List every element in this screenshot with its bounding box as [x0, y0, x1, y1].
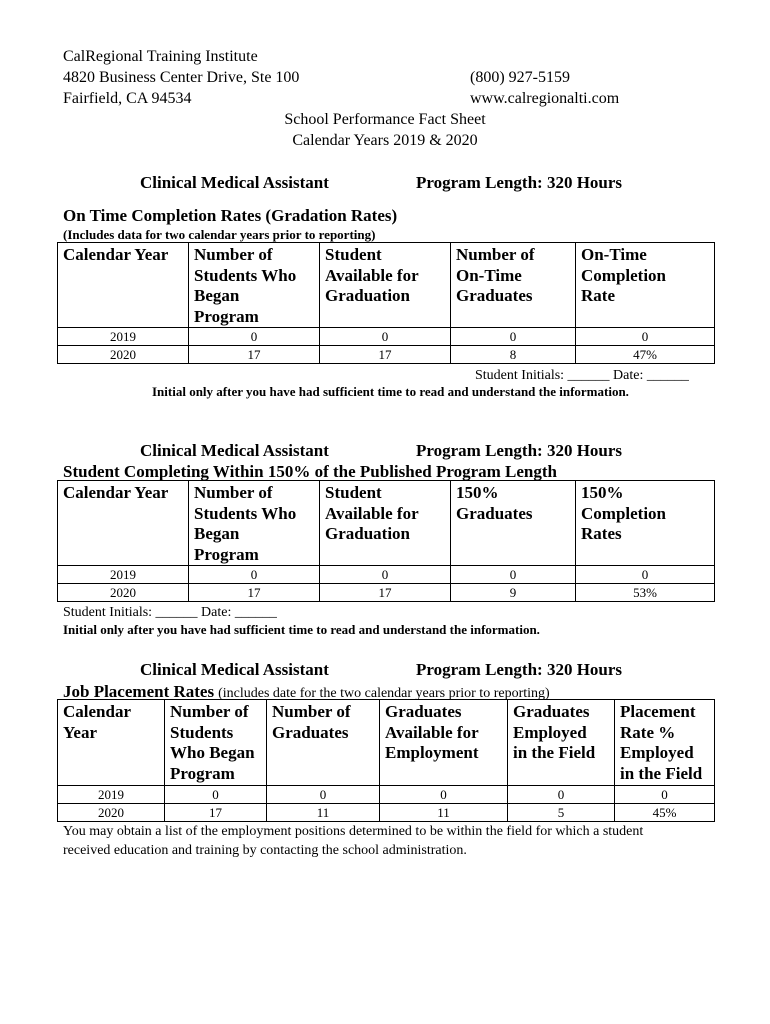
table-row: [58, 804, 715, 822]
website: www.calregionalti.com: [470, 90, 620, 107]
table-header-row: [58, 243, 715, 328]
cell-available: 0: [320, 328, 451, 346]
cell-graduates: 0: [451, 328, 576, 346]
table-row: [58, 328, 715, 346]
cell-graduates: 8: [451, 346, 576, 364]
cell-students-began: 0: [165, 786, 267, 804]
cell-rate: 0: [615, 786, 715, 804]
on-time-completion-table: [57, 242, 715, 364]
cell-rate: 0: [576, 328, 715, 346]
cell-rate: 0: [576, 566, 715, 584]
initial-instruction: Initial only after you have had sufficient time to read and understand the information.: [152, 384, 629, 399]
header-available-employment: Graduates Available for Employment: [380, 700, 508, 786]
cell-students-began: 0: [189, 566, 320, 584]
program-name: Clinical Medical Assistant: [140, 660, 329, 679]
section-title: On Time Completion Rates (Gradation Rates): [63, 206, 398, 225]
header-number-graduates: Number of Graduates: [267, 700, 380, 786]
cell-rate: 53%: [576, 584, 715, 602]
completion-150-table: [57, 480, 715, 602]
table-header-row: [58, 481, 715, 566]
cell-available: 17: [320, 346, 451, 364]
cell-graduates: 0: [451, 566, 576, 584]
section-title: Job Placement Rates: [63, 682, 215, 701]
cell-students-began: 17: [189, 346, 320, 364]
cell-year: 2019: [58, 786, 165, 804]
header-available-graduation: Student Available for Graduation: [320, 481, 451, 566]
table-header-row: [58, 700, 715, 786]
table-row: [58, 786, 715, 804]
cell-year: 2019: [58, 328, 189, 346]
header-calendar-year: Calendar Year: [58, 481, 189, 566]
program-length: Program Length: 320 Hours: [416, 441, 623, 460]
section-title: Student Completing Within 150% of the Published Program Length: [63, 462, 558, 481]
cell-rate: 45%: [615, 804, 715, 822]
footer-note-line-2: received education and training by contacting the school administration.: [63, 843, 467, 858]
cell-year: 2019: [58, 566, 189, 584]
header-calendar-year: Calendar Year: [58, 243, 189, 328]
cell-available: 17: [320, 584, 451, 602]
header-completion-rate: On-Time Completion Rate: [576, 243, 715, 328]
table-row: [58, 584, 715, 602]
header-150-completion-rates: 150% Completion Rates: [576, 481, 715, 566]
initial-instruction: Initial only after you have had sufficient time to read and understand the information.: [63, 622, 540, 637]
section-title-note: (includes date for the two calendar years prior to reporting): [218, 686, 550, 701]
table-row: [58, 566, 715, 584]
student-initials-line: Student Initials: ______ Date: ______: [63, 605, 277, 620]
cell-available-employment: 0: [380, 786, 508, 804]
cell-students-began: 17: [165, 804, 267, 822]
job-placement-table: [57, 699, 715, 822]
cell-rate: 47%: [576, 346, 715, 364]
cell-graduates: 9: [451, 584, 576, 602]
program-length: Program Length: 320 Hours: [416, 660, 623, 679]
header-calendar-year: Calendar Year: [58, 700, 165, 786]
program-name: Clinical Medical Assistant: [140, 441, 329, 460]
header-students-began: Number of Students Who Began Program: [189, 481, 320, 566]
cell-available: 0: [320, 566, 451, 584]
program-name: Clinical Medical Assistant: [140, 173, 329, 192]
student-initials-line: Student Initials: ______ Date: ______: [475, 368, 689, 383]
cell-students-began: 17: [189, 584, 320, 602]
cell-year: 2020: [58, 584, 189, 602]
header-employed-in-field: Graduates Employed in the Field: [508, 700, 615, 786]
table-row: [58, 346, 715, 364]
address-line-2: Fairfield, CA 94534: [63, 90, 192, 107]
address-line-1: 4820 Business Center Drive, Ste 100: [63, 69, 300, 86]
header-students-began: Number of Students Who Began Program: [189, 243, 320, 328]
header-150-graduates: 150% Graduates: [451, 481, 576, 566]
footer-note-line-1: You may obtain a list of the employment positions determined to be within the field for which a student: [63, 824, 644, 839]
cell-employed: 0: [508, 786, 615, 804]
header-on-time-graduates: Number of On-Time Graduates: [451, 243, 576, 328]
document-title: School Performance Fact Sheet: [284, 111, 486, 128]
cell-graduates: 0: [267, 786, 380, 804]
cell-year: 2020: [58, 346, 189, 364]
cell-year: 2020: [58, 804, 165, 822]
cell-graduates: 11: [267, 804, 380, 822]
org-name: CalRegional Training Institute: [63, 48, 258, 65]
header-available-graduation: Student Available for Graduation: [320, 243, 451, 328]
header-placement-rate: Placement Rate % Employed in the Field: [615, 700, 715, 786]
header-students-began: Number of Students Who Began Program: [165, 700, 267, 786]
phone-number: (800) 927-5159: [470, 69, 570, 86]
program-length: Program Length: 320 Hours: [416, 173, 623, 192]
cell-students-began: 0: [189, 328, 320, 346]
document-subtitle: Calendar Years 2019 & 2020: [292, 132, 478, 149]
section-note: (Includes data for two calendar years prior to reporting): [63, 227, 376, 242]
cell-available-employment: 11: [380, 804, 508, 822]
cell-employed: 5: [508, 804, 615, 822]
